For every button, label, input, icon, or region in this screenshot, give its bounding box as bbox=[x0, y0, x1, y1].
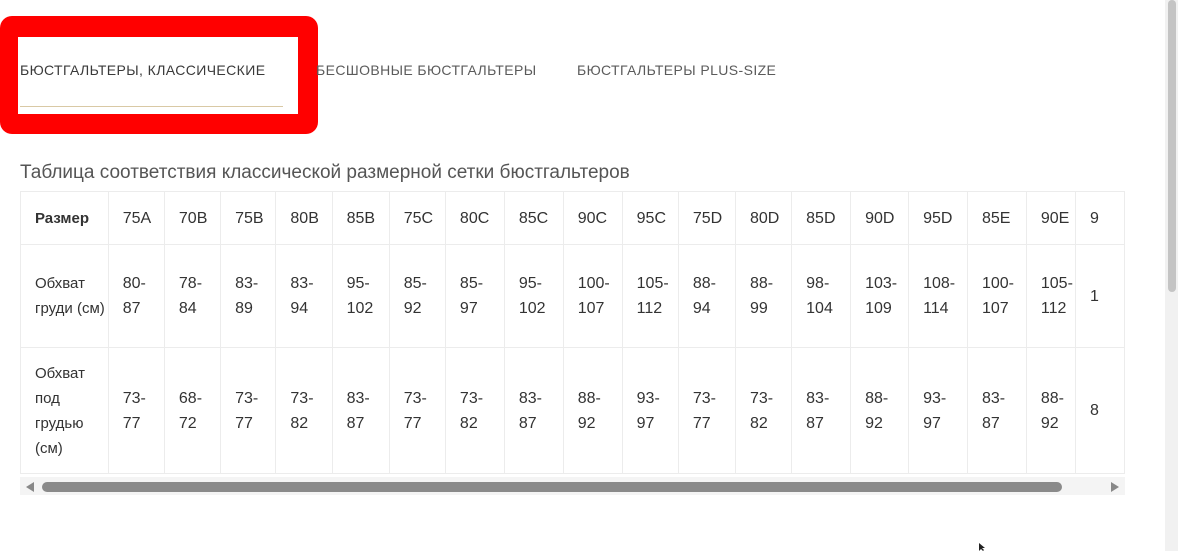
tab-classic-bras[interactable]: БЮСТГАЛЬТЕРЫ, КЛАССИЧЕСКИЕ bbox=[20, 62, 266, 78]
underbust-cell: 88-92 bbox=[563, 348, 622, 474]
bust-cell: 1 bbox=[1076, 245, 1125, 348]
size-cell: 95C bbox=[622, 192, 678, 245]
bust-cell: 88-99 bbox=[735, 245, 791, 348]
tab-plus-size-bras[interactable]: БЮСТГАЛЬТЕРЫ PLUS-SIZE bbox=[577, 62, 777, 78]
bust-cell: 105-112 bbox=[1026, 245, 1075, 348]
size-cell: 75C bbox=[389, 192, 445, 245]
underbust-cell: 83-87 bbox=[504, 348, 563, 474]
underbust-cell: 73-77 bbox=[108, 348, 164, 474]
mouse-cursor-icon bbox=[979, 543, 987, 551]
scroll-right-arrow-icon[interactable] bbox=[1111, 482, 1119, 492]
bust-cell: 100-107 bbox=[563, 245, 622, 348]
bust-cell: 98-104 bbox=[792, 245, 851, 348]
underbust-cell: 73-82 bbox=[276, 348, 332, 474]
size-cell: 90D bbox=[851, 192, 909, 245]
table-row bbox=[21, 192, 1125, 245]
bust-cell: 85-97 bbox=[445, 245, 504, 348]
bust-cell: 95-102 bbox=[504, 245, 563, 348]
size-cell: 80B bbox=[276, 192, 332, 245]
size-cell: 95D bbox=[909, 192, 968, 245]
bust-cell: 108-114 bbox=[909, 245, 968, 348]
bust-cell: 95-102 bbox=[332, 245, 389, 348]
size-cell: 80C bbox=[445, 192, 504, 245]
size-cell: 85C bbox=[504, 192, 563, 245]
size-cell: 85B bbox=[332, 192, 389, 245]
row-label-underbust: Обхват под грудью (см) bbox=[21, 348, 109, 474]
bust-cell: 88-94 bbox=[678, 245, 735, 348]
row-label-size: Размер bbox=[21, 192, 109, 245]
underbust-cell: 73-82 bbox=[735, 348, 791, 474]
size-cell: 75A bbox=[108, 192, 164, 245]
size-cell: 9 bbox=[1076, 192, 1125, 245]
underbust-cell: 73-77 bbox=[221, 348, 276, 474]
active-tab-underline bbox=[20, 106, 283, 107]
underbust-cell: 88-92 bbox=[851, 348, 909, 474]
underbust-cell: 83-87 bbox=[792, 348, 851, 474]
bust-cell: 80-87 bbox=[108, 245, 164, 348]
size-cell: 70B bbox=[164, 192, 220, 245]
underbust-cell: 93-97 bbox=[622, 348, 678, 474]
table-row bbox=[21, 245, 1125, 348]
size-cell: 90C bbox=[563, 192, 622, 245]
underbust-cell: 73-82 bbox=[445, 348, 504, 474]
underbust-cell: 73-77 bbox=[389, 348, 445, 474]
bust-cell: 100-107 bbox=[967, 245, 1026, 348]
size-table-container[interactable] bbox=[20, 191, 1125, 476]
size-cell: 75D bbox=[678, 192, 735, 245]
underbust-cell: 73-77 bbox=[678, 348, 735, 474]
bust-cell: 83-94 bbox=[276, 245, 332, 348]
scroll-left-arrow-icon[interactable] bbox=[26, 482, 34, 492]
underbust-cell: 83-87 bbox=[967, 348, 1026, 474]
bust-cell: 85-92 bbox=[389, 245, 445, 348]
size-cell: 85E bbox=[967, 192, 1026, 245]
page-scrollbar-thumb[interactable] bbox=[1168, 0, 1176, 292]
underbust-cell: 8 bbox=[1076, 348, 1125, 474]
row-label-bust: Обхват груди (см) bbox=[21, 245, 109, 348]
size-cell: 85D bbox=[792, 192, 851, 245]
bust-cell: 103-109 bbox=[851, 245, 909, 348]
underbust-cell: 93-97 bbox=[909, 348, 968, 474]
underbust-cell: 88-92 bbox=[1026, 348, 1075, 474]
tab-seamless-bras[interactable]: БЕСШОВНЫЕ БЮСТГАЛЬТЕРЫ bbox=[316, 62, 537, 78]
tab-bar bbox=[0, 0, 1160, 140]
underbust-cell: 83-87 bbox=[332, 348, 389, 474]
underbust-cell: 68-72 bbox=[164, 348, 220, 474]
size-cell: 80D bbox=[735, 192, 791, 245]
table-title: Таблица соответствия классической размерной сетки бюстгальтеров bbox=[20, 162, 630, 183]
size-table bbox=[20, 191, 1125, 474]
table-horizontal-scrollbar[interactable] bbox=[20, 477, 1125, 495]
table-row bbox=[21, 348, 1125, 474]
size-cell: 90E bbox=[1026, 192, 1075, 245]
scrollbar-thumb[interactable] bbox=[42, 482, 1062, 492]
bust-cell: 105-112 bbox=[622, 245, 678, 348]
page-vertical-scrollbar[interactable] bbox=[1165, 0, 1178, 551]
bust-cell: 78-84 bbox=[164, 245, 220, 348]
bust-cell: 83-89 bbox=[221, 245, 276, 348]
size-cell: 75B bbox=[221, 192, 276, 245]
